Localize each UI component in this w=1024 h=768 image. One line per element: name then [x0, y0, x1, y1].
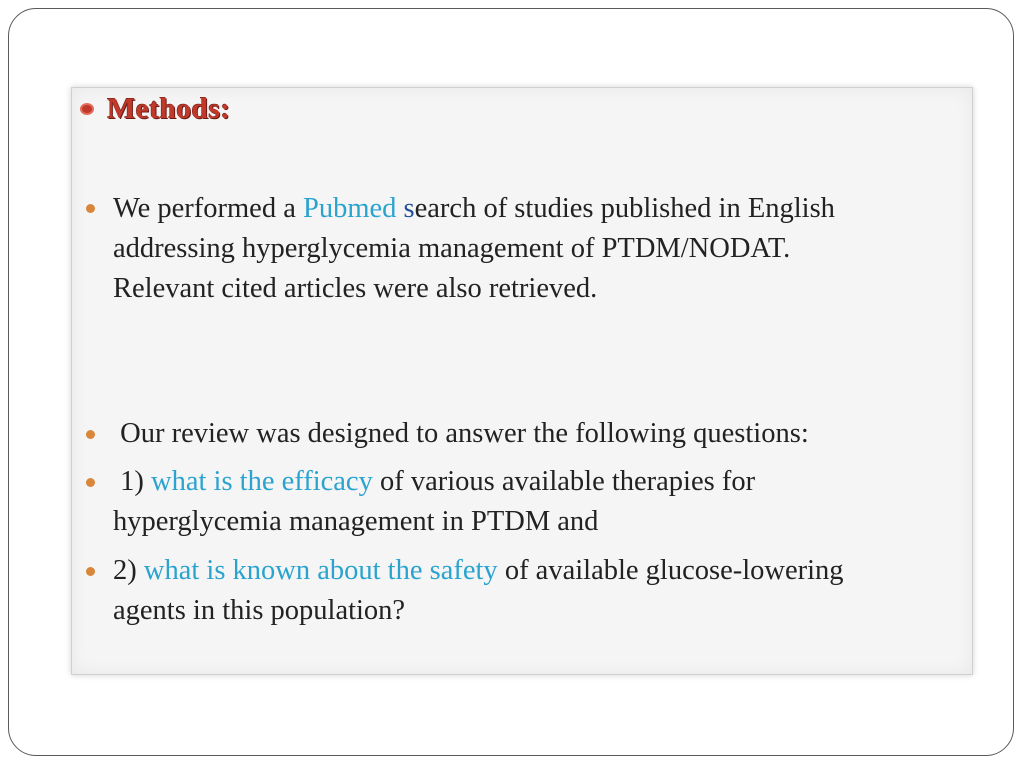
text-run: of available glucose-lowering: [497, 555, 844, 586]
text-line: Our review was designed to answer the following questions:: [113, 418, 809, 449]
text-line: addressing hyperglycemia management of PTDM/NODAT.: [113, 233, 791, 264]
text-run: We performed a: [113, 193, 303, 224]
heading-text: Methods:: [107, 92, 231, 125]
pubmed-highlight: Pubmed: [302, 193, 397, 224]
bullet-dot-icon: [86, 567, 95, 576]
bullet-dot-icon: [86, 430, 95, 439]
bullet-dot-icon: [86, 204, 95, 213]
efficacy-highlight: what is the efficacy: [151, 466, 373, 497]
text-run: of various available therapies for: [372, 466, 756, 497]
text-run: s: [403, 193, 415, 224]
text-run: 2): [113, 555, 144, 586]
text-run: earch of studies published in English: [414, 193, 835, 224]
paragraph-review: [113, 414, 809, 454]
paragraph-search: [113, 189, 835, 309]
text-run: [396, 193, 403, 224]
paragraph-question-2: [113, 551, 844, 631]
text-run: 1): [113, 466, 151, 497]
text-line: Relevant cited articles were also retrieved.: [113, 273, 598, 304]
paragraph-question-1: [113, 462, 755, 542]
heading-bullet-icon: [80, 103, 94, 115]
safety-highlight: what is known about the safety: [143, 555, 498, 586]
methods-heading: [80, 92, 230, 126]
text-line: agents in this population?: [113, 595, 406, 626]
text-line: hyperglycemia management in PTDM and: [113, 506, 599, 537]
bullet-dot-icon: [86, 478, 95, 487]
